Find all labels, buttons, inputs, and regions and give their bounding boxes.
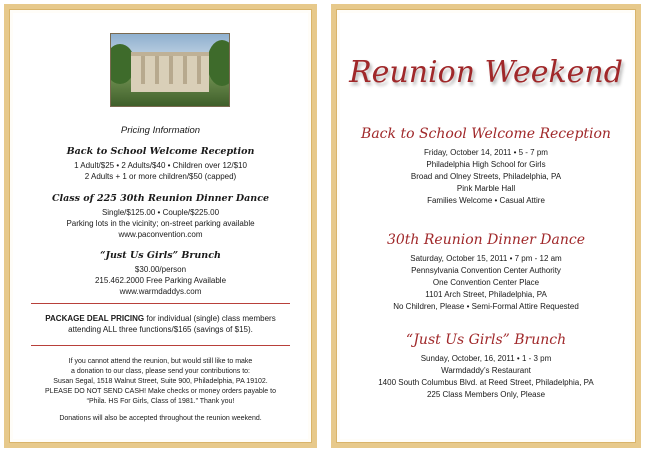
donation-line: PLEASE DO NOT SEND CASH! Make checks or money orders payable to bbox=[45, 388, 276, 395]
dinner-detail: No Children, Please • Semi-Formal Attire Requested bbox=[393, 302, 579, 311]
pricing-panel bbox=[4, 4, 317, 448]
donation-line: If you cannot attend the reunion, but would still like to make bbox=[68, 358, 253, 365]
dinner-price-line: Parking lots in the vicinity; on-street parking available bbox=[66, 219, 255, 228]
brunch-detail: 1400 South Columbus Blvd. at Reed Street, Philadelphia, PA bbox=[378, 378, 594, 387]
brunch-price-line: $30.00/person bbox=[134, 265, 187, 274]
divider-rule bbox=[31, 303, 290, 304]
brunch-price-title: “Just Us Girls” Brunch bbox=[100, 250, 221, 261]
divider-rule bbox=[31, 345, 290, 346]
donation-line: Donations will also be accepted throughout the reunion weekend. bbox=[59, 415, 262, 422]
reunion-weekend-title: Reunion Weekend bbox=[349, 55, 623, 90]
column-shape bbox=[155, 56, 159, 84]
pricing-title: Pricing Information bbox=[120, 125, 201, 136]
reception-title: Back to School Welcome Reception bbox=[361, 126, 611, 142]
dinner-title: 30th Reunion Dinner Dance bbox=[386, 232, 586, 248]
dinner-price-title: Class of 225 30th Reunion Dinner Dance bbox=[51, 193, 270, 204]
brunch-website: www.warmdaddys.com bbox=[119, 287, 202, 296]
reception-price-title: Back to School Welcome Reception bbox=[66, 146, 255, 157]
package-deal-line bbox=[9, 313, 312, 324]
dinner-detail: One Convention Center Place bbox=[432, 278, 540, 287]
package-deal-label: PACKAGE DEAL PRICING bbox=[45, 314, 145, 323]
reception-detail: Friday, October 14, 2011 • 5 - 7 pm bbox=[424, 148, 548, 157]
column-shape bbox=[197, 56, 201, 84]
reception-detail: Pink Marble Hall bbox=[456, 184, 516, 193]
donation-line: a donation to our class, please send your contributions to: bbox=[71, 368, 250, 375]
reception-price-line: 1 Adult/$25 • 2 Adults/$40 • Children over 12/$10 bbox=[74, 161, 247, 170]
brunch-detail: Sunday, October, 16, 2011 • 1 - 3 pm bbox=[420, 354, 552, 363]
dinner-detail: Saturday, October 15, 2011 • 7 pm - 12 am bbox=[410, 254, 562, 263]
brunch-price-line: 215.462.2000 Free Parking Available bbox=[94, 276, 227, 285]
donation-line: “Phila. HS For Girls, Class of 1981.” Thank you! bbox=[86, 398, 235, 405]
column-shape bbox=[183, 56, 187, 84]
reception-detail: Families Welcome • Casual Attire bbox=[427, 196, 545, 205]
brunch-detail: Warmdaddy’s Restaurant bbox=[441, 366, 531, 375]
brunch-title: “Just Us Girls” Brunch bbox=[405, 332, 567, 348]
brunch-detail: 225 Class Members Only, Please bbox=[426, 390, 546, 399]
column-shape bbox=[169, 56, 173, 84]
reception-detail: Philadelphia High School for Girls bbox=[426, 160, 546, 169]
dinner-website: www.paconvention.com bbox=[118, 230, 203, 239]
package-deal-text: for individual (single) class members bbox=[144, 314, 276, 323]
dinner-price-line: Single/$125.00 • Couple/$225.00 bbox=[101, 208, 220, 217]
tree-shape bbox=[207, 40, 230, 86]
column-shape bbox=[141, 56, 145, 84]
donation-line: Susan Segal, 1518 Walnut Street, Suite 900, Philadelphia, PA 19102. bbox=[53, 378, 268, 385]
dinner-detail: Pennsylvania Convention Center Authority bbox=[411, 266, 561, 275]
dinner-detail: 1101 Arch Street, Philadelphia, PA bbox=[425, 290, 547, 299]
package-deal-line: attending ALL three functions/$165 (savings of $15). bbox=[68, 325, 253, 334]
reception-detail: Broad and Olney Streets, Philadelphia, PA bbox=[410, 172, 562, 181]
reception-price-line: 2 Adults + 1 or more children/$50 (capped) bbox=[84, 172, 237, 181]
schedule-panel bbox=[331, 4, 641, 448]
school-building-photo bbox=[110, 33, 230, 107]
